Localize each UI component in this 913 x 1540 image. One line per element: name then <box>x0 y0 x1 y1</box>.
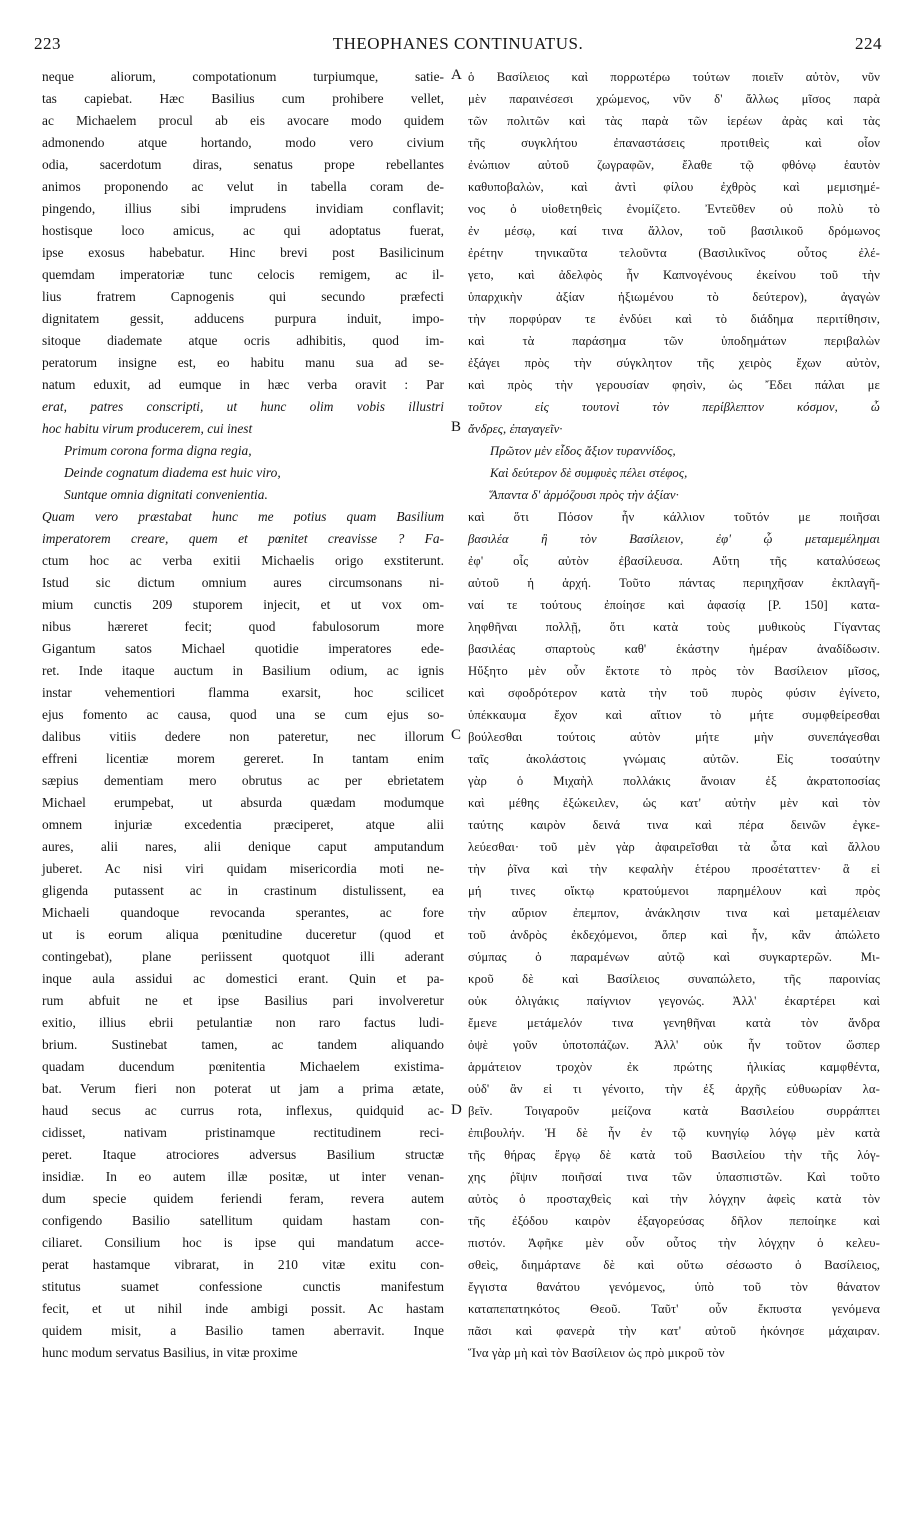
text-line: βασιλέας σπαρτοὺς καθ' ἑκάστην ἡμέραν ἀναδίδωσιν. <box>468 642 880 656</box>
text-line: Πρῶτον μὲν εἶδος ἄξιον τυραννίδος, <box>490 444 676 458</box>
text-line: σύμπας ὁ παραμένων αὐτῷ καὶ συγκαρτερῶν. Μι- <box>468 950 880 964</box>
text-line: peret. Itaque atrociores adversus Basilium structæ <box>42 1147 444 1162</box>
text-line: juberet. Ac nisi viri quidam misericordia moti ne- <box>42 861 444 876</box>
text-line: καὶ πρὸς τὴν γερουσίαν φησὶν, ὡς Ἔδει πάλαι με <box>468 378 880 392</box>
text-line: τὴν πορφύραν τε ἐνδύει καὶ τὸ διάδημα περιτίθησιν, <box>468 312 880 326</box>
text-line: quemdam imperatoriæ tunc celocis remigem, ac il- <box>42 267 444 282</box>
text-line: τοῦτον εἰς τουτονὶ τὸν περίβλεπτον κόσμον, ὦ <box>468 400 880 414</box>
text-line: ὑπέκκαυμα ἔχον καὶ αἴτιον τὸ μήτε συμφθείρεσθαι <box>468 708 880 722</box>
text-line: cidisset, nativam pristinamque rectitudinem reci- <box>42 1125 444 1140</box>
text-line: μή τινες οἴκτῳ κρατούμενοι παρημέλουν καὶ πρὸς <box>468 884 880 898</box>
text-line: ret. Inde itaque auctum in Basilium odium, ac ignis <box>42 663 444 678</box>
text-line: ipse exosus habebatur. Hinc brevi post Basilicinum <box>42 245 444 260</box>
text-line: stitutus suamet confessione cunctis manifestum <box>42 1279 444 1294</box>
text-line: animos proponendo ac velut in tabella coram de- <box>42 179 444 194</box>
text-line: tas capiebat. Hæc Basilius cum prohibere vellet, <box>42 91 444 106</box>
text-line: ἔγγιστα θανάτου γενόμενος, ὑπὸ τοῦ τὸν θάνατον <box>468 1280 880 1294</box>
text-line: γετο, καὶ ἀδελφὸς ἦν Καπνογένους ἐκείνου τοῦ τὴν <box>468 268 880 282</box>
text-line: dalibus vitiis dedere non pateretur, nec illorum <box>42 729 444 744</box>
text-line: αὐτὸς ὁ προσταχθεὶς καὶ τὴν λόγχην ἀφεὶς κατὰ τὸν <box>468 1192 880 1206</box>
text-line: odia, sacerdotum diras, senatus prope rebellantes <box>42 157 444 172</box>
text-line: γὰρ ὁ Μιχαὴλ πολλάκις ἄνοιαν ἐξ ἀκρατοποσίας <box>468 774 880 788</box>
text-line: Michael erumpebat, ut absurda quædam modumque <box>42 795 444 810</box>
text-line: πιστόν. Ἀφῆκε μὲν οὖν οὗτος τὴν λόγχην ὁ κελευ- <box>468 1236 880 1250</box>
text-line: Deinde cognatum diadema est huic viro, <box>64 465 281 480</box>
text-line: sæpius dementiam mero obrutus ac per ebrietatem <box>42 773 444 788</box>
margin-marker-c: C <box>451 727 462 743</box>
text-line: καὶ ὅτι Πόσον ἦν κάλλιον τοῦτόν με ποιῆσαι <box>468 510 880 524</box>
text-line: ἐν μέσῳ, καί τινα ἄλλον, τοῦ βασιλικοῦ δρόμωνος <box>468 224 880 238</box>
text-line: μὲν παραινέσεσι χρώμενος, νῦν δ' ἄλλως μῖσος παρὰ <box>468 92 880 106</box>
text-line: exitio, illius ebrii petulantiæ non raro factus ludi- <box>42 1015 444 1030</box>
text-line: rum abfuit ne et ipse Basilius pari involveretur <box>42 993 444 1008</box>
text-line: τῆς ἐξόδου καιρὸν ἐξαγορεύσας δῆλον πεποίηκε καὶ <box>468 1214 880 1228</box>
text-line: Ἵνα γὰρ μὴ καὶ τὸν Βασίλειον ὡς πρὸ μικροῦ τὸν <box>468 1346 725 1360</box>
text-line: Quam vero præstabat hunc me potius quam Basilium <box>42 509 444 524</box>
text-line: pingendo, illius sibi imprudens invidiam conflavit; <box>42 201 444 216</box>
left-page-number: 223 <box>34 34 61 53</box>
text-line: Ἅπαντα δ' ἁρμόζουσι πρὸς τὴν ἀξίαν· <box>490 488 679 502</box>
text-line: καταπεπατηκότος Θεοῦ. Ταῦτ' οὖν ἔκπυστα γενόμενα <box>468 1302 880 1316</box>
text-line: τοῦ ἀνδρὸς ἐκδεχόμενοι, ὅπερ καὶ ἦν, κἂν ἀπώλετο <box>468 928 880 942</box>
text-line: καὶ τὰ παράσημα τῶν ὑποδημάτων περιβαλὼν <box>468 334 880 348</box>
text-line: ut is eorum aliqua pœnitudine duceretur (quod et <box>42 927 444 942</box>
text-line: ἐρέτην τηνικαῦτα τελοῦντα (Βασιλικῖνος οὗτος ἐλέ- <box>468 246 880 260</box>
text-line: ναί τε τούτους ἐποίησε καὶ ἀφασίᾳ [P. 150] κατα- <box>468 598 880 612</box>
text-line: ἁρμάτειον τροχὸν ἐκ πρώτης ἡλικίας καμφθέντα, <box>468 1060 880 1074</box>
text-line: κροῦ δὲ καὶ Βασίλειος συναπώλετο, τῆς παροινίας <box>468 972 880 986</box>
text-line: οὐκ ὀλιγάκις παίγνιον γεγονώς. Ἀλλ' ἐκαρτέρει καὶ <box>468 994 880 1008</box>
text-line: Suntque omnia dignitati convenientia. <box>64 487 268 502</box>
text-line: βεῖν. Τοιγαροῦν μείζονα κατὰ Βασιλείου συρράπτει <box>468 1104 880 1118</box>
text-line: σθεὶς, διημάρτανε δὲ καὶ οὕτω σέσωστο ὁ Βασίλειος, <box>468 1258 880 1272</box>
text-line: imperatorem creare, quem et pœnitet creavisse ? Fa- <box>42 531 444 546</box>
text-line: sitoque diademate atque ocris adhibitis, quod im- <box>42 333 444 348</box>
text-line: Καὶ δεύτερον δὲ συμφυὲς πέλει στέφος, <box>490 466 688 480</box>
text-line: χης ῥῖψιν ποιῆσαί τινα τῶν ὑπασπιστῶν. Καὶ τοῦτο <box>468 1170 880 1184</box>
text-line: omnem injuriæ excedentia præciperet, atque alii <box>42 817 444 832</box>
text-line: perat hastamque vibrarat, in 210 vitæ exitu con- <box>42 1257 444 1272</box>
text-line: bat. Verum fieri non poterat ut jam a prima ætate, <box>42 1081 444 1096</box>
running-title: THEOPHANES CONTINUATUS. <box>332 34 584 53</box>
text-line: hoc habitu virum producerem, cui inest <box>42 421 253 436</box>
text-line: neque aliorum, compotationum turpiumque, satie- <box>42 69 444 84</box>
text-line: insidiæ. In eo autem illæ positæ, ut inter venan- <box>42 1169 444 1184</box>
text-line: contingebat), plane periissent quotquot illi aderant <box>42 949 444 964</box>
text-line: ὁ Βασίλειος καὶ πορρωτέρω τούτων ποιεῖν αὐτὸν, νῦν <box>468 70 880 84</box>
latin-column <box>42 66 444 1364</box>
text-line: τῶν πολιτῶν καὶ τὰς παρὰ τῶν ἱερέων ἀρὰς καὶ τὰς <box>468 114 880 128</box>
text-line: admonendo atque hortando, modo vero civium <box>42 135 444 150</box>
text-line: λεύεσθαι· τοῦ μὲν γὰρ ἀφαιρεῖσθαι τὰ ὦτα καὶ ἄλλου <box>468 840 880 854</box>
text-line: mium cunctis 209 stuporem injecit, et ut vox om- <box>42 597 444 612</box>
text-line: νος ὁ υἱοθετηθεὶς ἐνομίζετο. Ἐντεῦθεν οὐ πολὺ τὸ <box>468 202 880 216</box>
text-line: ἔμενε μετάμελόν τινα γενηθῆναι κατὰ τὸν ἄνδρα <box>468 1016 880 1030</box>
text-line: nibus hæreret fecit; quod fabulosorum more <box>42 619 444 634</box>
text-line: ctum hoc ac verba exitii Michaelis origo exstiterunt. <box>42 553 444 568</box>
text-line: καθυποβαλὼν, καὶ ἀντὶ φίλου ἐχθρὸς καὶ μεμισημέ- <box>468 180 880 194</box>
text-line: καὶ μέθης ἐξώκειλεν, ὡς κατ' αὐτὴν μὲν καὶ τὸν <box>468 796 880 810</box>
text-line: ἐπιβουλήν. Ἡ δὲ ἦν ἐν τῷ κυνηγίῳ λόγῳ μὲν κατὰ <box>468 1126 880 1140</box>
text-line: peratorum insigne est, eo habitu manu sua ad se- <box>42 355 444 370</box>
text-line: ταῖς ἀκολάστοις γνώμαις αὐτῶν. Εἰς τοσαύτην <box>468 752 880 766</box>
text-line: ac Michaelem procul ab eis avocare modo quidem <box>42 113 444 128</box>
text-line: ληφθῆναι πολλῇ, ὅτι κατὰ τοὺς μυθικοὺς Γίγαντας <box>468 620 880 634</box>
text-line: Gigantum satos Michael quotidie imperatores ede- <box>42 641 444 656</box>
text-line: inque aula assidui ac domestici erant. Quin et pa- <box>42 971 444 986</box>
text-line: πᾶσι καὶ φανερὰ τὴν κατ' αὐτοῦ ἠκόνησε μάχαιραν. <box>468 1324 880 1338</box>
text-line: effreni licentiæ morem gereret. In tantam enim <box>42 751 444 766</box>
right-page-number: 224 <box>855 34 882 53</box>
text-line: ὑπαρχικὴν ἀξίαν ἠξιωμένου τὸ δεύτερον), ἀγαγὼν <box>468 290 880 304</box>
text-line: ἐνώπιον αὐτοῦ ζωγραφῶν, ἔλαθε τῷ φθόνῳ ἑαυτὸν <box>468 158 880 172</box>
text-line: quadam ducendum pœnitentia Michaelem existima- <box>42 1059 444 1074</box>
text-line: Ηὔξητο μὲν οὖν ἔκτοτε τὸ πρὸς τὸν Βασίλειον μῖσος, <box>468 664 880 678</box>
text-line: configendo Basilio satellitum quidam hastam con- <box>42 1213 444 1228</box>
text-line: hostisque loco amicus, ac qui adoptatus fuerat, <box>42 223 444 238</box>
text-line: αὐτοῦ ἡ ἀρχή. Τοῦτο πάντας περιηχῆσαν ἐκπλαγῆ- <box>468 576 880 590</box>
text-line: aures, alii nares, alii denique caput amputandum <box>42 839 444 854</box>
text-line: lius fratrem Capnogenis qui secundo præfecti <box>42 289 444 304</box>
text-line: ἐξάγει πρὸς τὴν σύγκλητον τῆς χειρὸς ἔχων αὐτὸν, <box>468 356 880 370</box>
text-line: τὴν ῥῖνα καὶ τὴν κεφαλὴν ἑτέρου προσέταττεν· ἃ εἰ <box>468 862 880 876</box>
text-line: ἄνδρες, ἐπαγαγεῖν· <box>468 422 563 436</box>
text-line: Istud sic dictum omnium aures circumsonans ni- <box>42 575 444 590</box>
text-line: ciliaret. Consilium hoc is ipse qui mandatum acce- <box>42 1235 444 1250</box>
text-line: hunc modum servatus Basilius, in vitæ proxime <box>42 1345 298 1360</box>
text-line: οὐδ' ἂν εἰ τι γένοιτο, τὴν ἐξ ἀρχῆς εὐθυωρίαν λα- <box>468 1082 880 1096</box>
margin-marker-d: D <box>451 1102 462 1118</box>
margin-marker-b: B <box>451 419 462 435</box>
text-line: haud secus ac currus rota, inflexus, quidquid ac- <box>42 1103 444 1118</box>
text-line: βούλεσθαι τούτοις αὐτὸν μήτε μὴν συνεπάγεσθαι <box>468 730 880 744</box>
text-line: ταύτης καιρὸν δεινά τινα καὶ πέρα δεινῶν ἐγκε- <box>468 818 880 832</box>
text-line: τῆς συγκλήτου ἐπαναστάσεις προτιθεὶς καὶ οἷον <box>468 136 880 150</box>
text-line: Michaeli quandoque revocanda sperantes, ac fore <box>42 905 444 920</box>
text-line: instar vehementiori flamma exarsit, hoc scilicet <box>42 685 444 700</box>
margin-marker-a: A <box>451 67 462 83</box>
text-line: ἐφ' οἷς αὐτὸν ἐβασίλευσα. Αὕτη τῆς καταλύσεως <box>468 554 880 568</box>
text-line: ὀψὲ γοῦν ὑποτοπάζων. Ἀλλ' οὐκ ἦν τοῦτον ὥσπερ <box>468 1038 880 1052</box>
text-line: natum eduxit, ad eumque in hæc verba oravit : Par <box>42 377 444 392</box>
greek-column <box>468 66 880 1364</box>
text-line: gligenda putassent ac in crastinum distulissent, ea <box>42 883 444 898</box>
text-line: τῆς θήρας ἔργῳ δὲ κατὰ τοῦ Βασιλείου τὴν τῆς λόγ- <box>468 1148 880 1162</box>
page-header <box>34 34 882 56</box>
text-line: dum specie quidem feriendi feram, revera autem <box>42 1191 444 1206</box>
text-line: καὶ σφοδρότερον κατὰ τὴν τοῦ πυρὸς φύσιν ἐγίνετο, <box>468 686 880 700</box>
text-line: τὴν αὔριον ἐπεμπον, ἀνάκλησιν τινα καὶ μεταμέλειαν <box>468 906 880 920</box>
text-line: Primum corona forma digna regia, <box>64 443 252 458</box>
text-line: βασιλέα ἢ τὸν Βασίλειον, ἐφ' ᾧ μεταμεμέλημαι <box>468 532 880 546</box>
text-line: erat, patres conscripti, ut hunc olim vobis illustri <box>42 399 444 414</box>
text-line: dignitatem gessit, adducens purpura induit, impo- <box>42 311 444 326</box>
text-line: ejus fomento ac causa, quod una se cum ejus so- <box>42 707 444 722</box>
text-line: quidem misit, a Basilio tamen aberravit. Inque <box>42 1323 444 1338</box>
text-line: brium. Sustinebat tamen, ac tandem aliquando <box>42 1037 444 1052</box>
text-line: fecit, et ut nihil inde ambigi possit. Ac hastam <box>42 1301 444 1316</box>
